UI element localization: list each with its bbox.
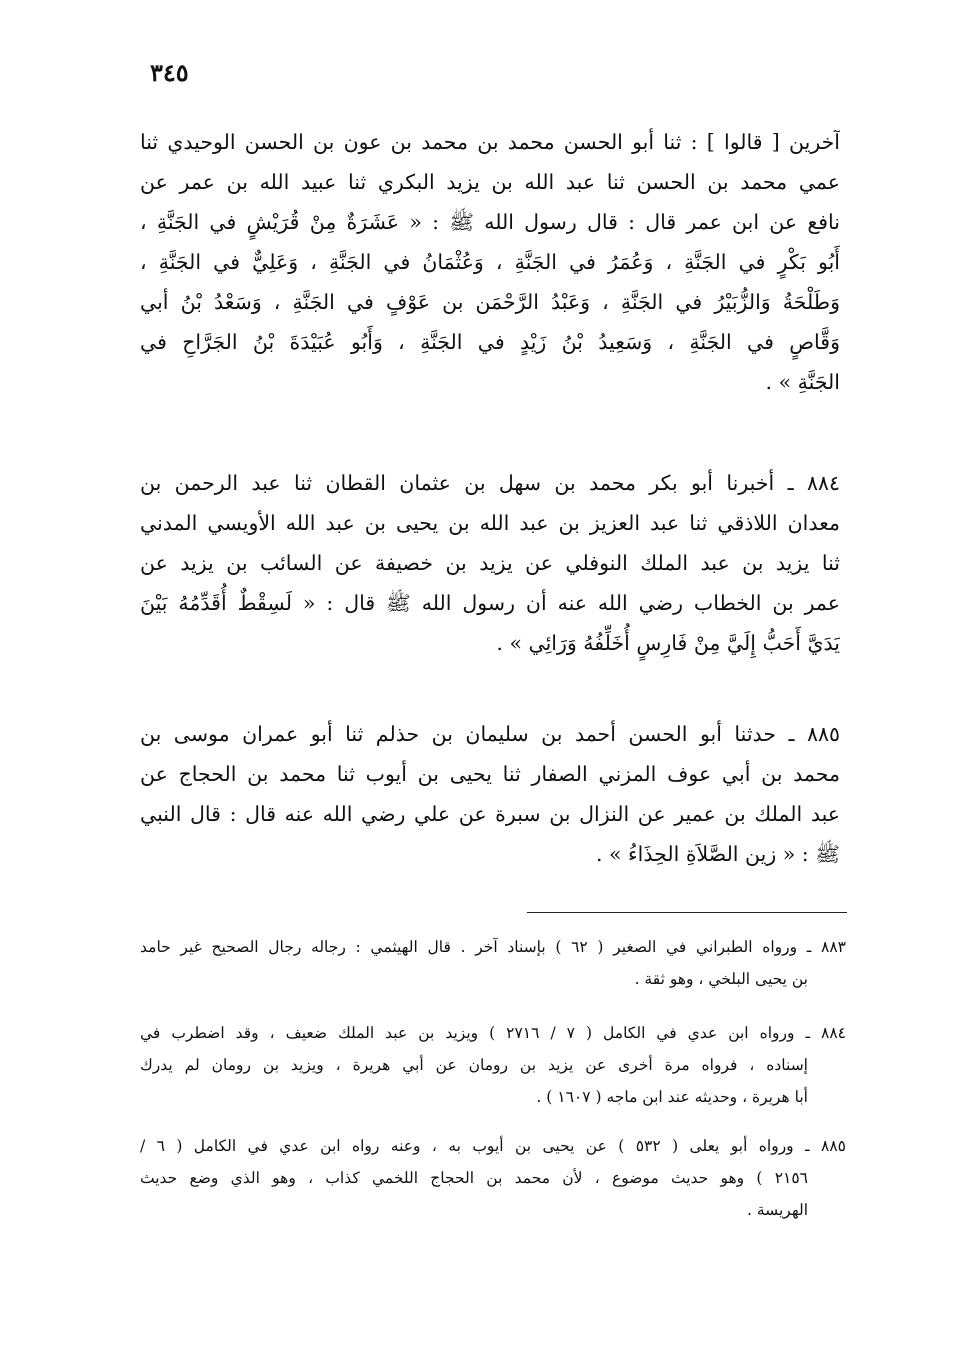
hadith-paragraph-884 <box>140 463 840 663</box>
text-line: عمي محمد بن الحسن ثنا عبد الله بن يزيد البكري ثنا عبيد الله بن عمر عن <box>140 170 840 194</box>
text-line: ثنا يزيد بن عبد الملك النوفلي عن يزيد بن خصيفة عن السائب بن يزيد عن <box>140 551 840 575</box>
text-line: محمد بن أبي عوف المزني الصفار ثنا يحيى بن أيوب ثنا محمد بن الحجاج عن <box>140 762 840 786</box>
footnote-separator <box>527 912 847 913</box>
footnote-line: ٨٨٤ ـ ورواه ابن عدي في الكامل ( ٧ / ٢٧١٦ ) ويزيد بن عبد الملك ضعيف ، وقد اضطرب في <box>140 1024 846 1042</box>
text-line: ﷺ : « زين الصَّلاَةِ الحِذَاءُ » . <box>595 842 840 866</box>
hadith-paragraph-885 <box>140 714 840 874</box>
text-line: ٨٨٤ ـ أخبرنا أبو بكر محمد بن سهل بن عثمان القطان ثنا عبد الرحمن بن <box>140 471 840 495</box>
footnote-885 <box>140 1130 846 1226</box>
text-line: وَطَلْحَةُ وَالزُّبَيْرُ في الجَنَّةِ ، وَعَبْدُ الرَّحْمَن بن عَوْفٍ في الجَنَّةِ ، وَسَعْدُ بْنُ أبي <box>140 290 840 314</box>
text-line: معدان اللاذقي ثنا عبد العزيز بن عبد الله بن يحيى بن عبد الله الأويسي المدني <box>140 511 840 535</box>
text-line: الجَنَّةِ » . <box>765 370 840 394</box>
footnote-line: الهريسة . <box>746 1201 808 1219</box>
page-number: ٣٤٥ <box>150 58 189 87</box>
footnote-line: ٨٨٥ ـ ورواه أبو يعلى ( ٥٣٢ ) عن يحيى بن أيوب به ، وعنه رواه ابن عدي في الكامل ( ٦ / <box>140 1137 846 1155</box>
footnote-line: ٨٨٣ ـ ورواه الطبراني في الصغير ( ٦٢ ) بإسناد آخر . قال الهيثمي : رجاله رجال الصحيح غير حامد <box>140 938 846 956</box>
footnote-line: أبا هريرة ، وحديثه عند ابن ماجه ( ١٦٠٧ ) . <box>536 1088 808 1106</box>
footnote-line: بن يحيى البلخي ، وهو ثقة . <box>634 970 808 988</box>
footnote-line: ٢١٥٦ ) وهو حديث موضوع ، لأن محمد بن الحجاج اللخمي كذاب ، وهو الذي وضع حديث <box>140 1169 808 1187</box>
text-line: نافع عن ابن عمر قال : قال رسول الله ﷺ : « عَشَرَةٌ مِنْ قُرَيْشٍ في الجَنَّةِ ، <box>140 210 840 234</box>
text-line: وَقَّاصٍ في الجَنَّةِ ، وَسَعِيدُ بْنُ زَيْدٍ في الجَنَّةِ ، وَأَبُو عُبَيْدَةَ بْنُ الجَرَّاحِ في <box>140 330 840 354</box>
footnote-884 <box>140 1017 846 1113</box>
text-line: آخرين [ قالوا ] : ثنا أبو الحسن محمد بن محمد بن عون بن الحسن الوحيدي ثنا <box>140 130 840 154</box>
text-line: عمر بن الخطاب رضي الله عنه أن رسول الله ﷺ قال : « لَسِقْطٌ أُقَدِّمُهُ بَيْنَ <box>140 591 840 615</box>
hadith-paragraph-continuation <box>140 122 840 402</box>
footnote-883 <box>140 931 846 995</box>
footnote-line: إسناده ، فرواه مرة أخرى عن يزيد بن رومان عن أبي هريرة ، ويزيد بن رومان لم يدرك <box>140 1056 808 1074</box>
text-line: ٨٨٥ ـ حدثنا أبو الحسن أحمد بن سليمان بن حذلم ثنا أبو عمران موسى بن <box>140 722 840 746</box>
text-line: يَدَيَّ أَحَبُّ إِلَيَّ مِنْ فَارِسٍ أُخَلِّفُهُ وَرَائِي » . <box>496 631 840 655</box>
text-line: أَبُو بَكْرٍ في الجَنَّةِ ، وَعُمَرُ في الجَنَّةِ ، وَعُثْمَانُ في الجَنَّةِ ، وَعَلِيٌّ في الجَنَّةِ ، <box>140 250 840 274</box>
text-line: عبد الملك بن عمير عن النزال بن سبرة عن علي رضي الله عنه قال : قال النبي <box>140 802 840 826</box>
